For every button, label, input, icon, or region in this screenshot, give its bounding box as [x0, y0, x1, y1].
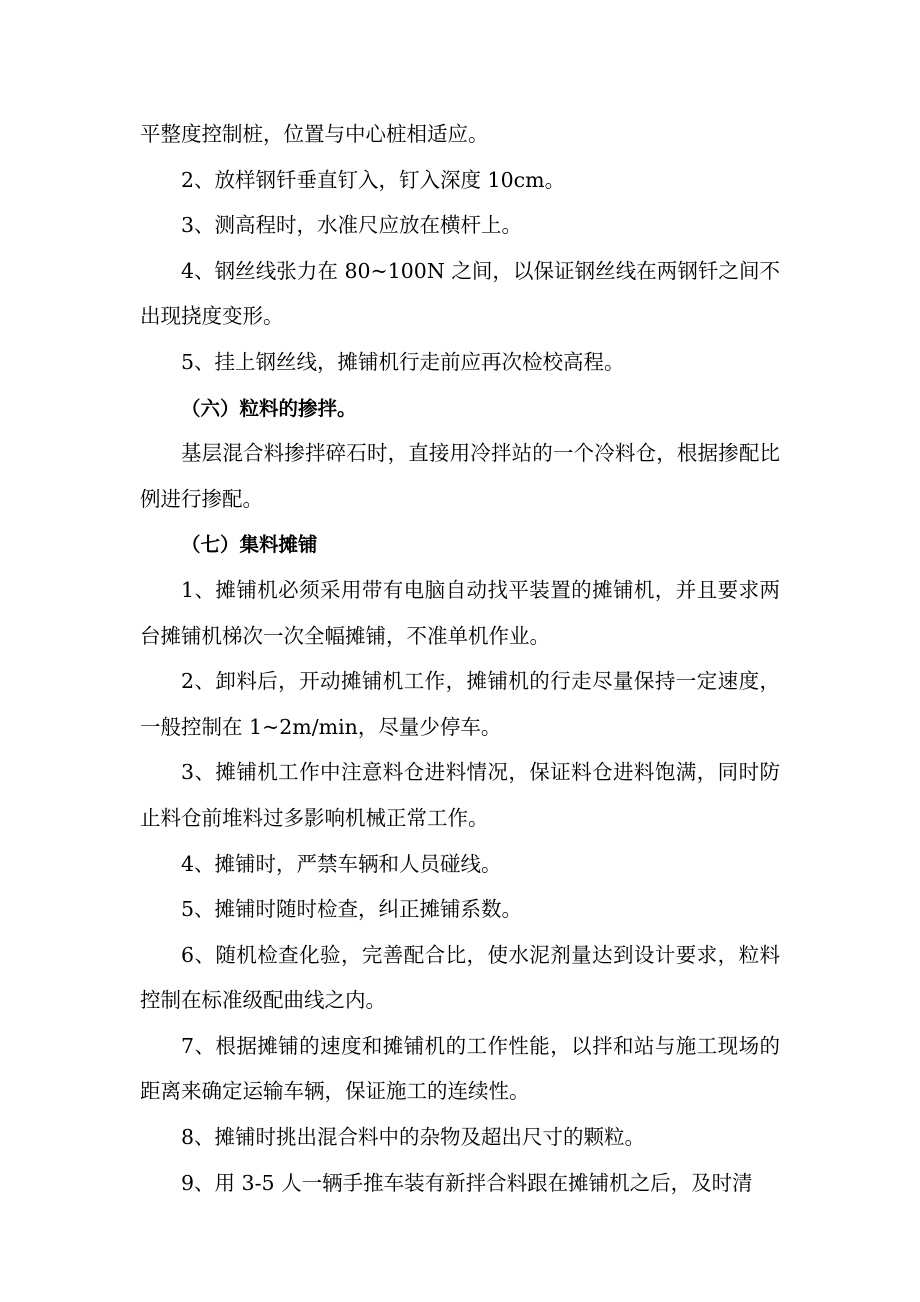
paragraph-paving-6: 6、随机检查化验，完善配合比，使水泥剂量达到设计要求，粒料控制在标准级配曲线之内。 — [140, 942, 780, 1013]
paragraph-paving-8: 8、摊铺时挑出混合料中的杂物及超出尺寸的颗粒。 — [181, 1125, 646, 1150]
paragraph-paving-3: 3、摊铺机工作中注意料仓进料情况，保证料仓进料饱满，同时防止料仓前堆料过多影响机械正常工作。 — [140, 760, 780, 830]
paragraph-paving-1: 1、摊铺机必须采用带有电脑自动找平装置的摊铺机，并且要求两台摊铺机梯次一次全幅摊铺，不准单机作业。 — [140, 577, 780, 648]
paragraph-paving-5: 5、摊铺时随时检查，纠正摊铺系数。 — [181, 897, 523, 922]
paragraph-item-5: 5、挂上钢丝线，摊铺机行走前应再次检校高程。 — [181, 349, 625, 374]
paragraph-paving-4: 4、摊铺时，严禁车辆和人员碰线。 — [181, 851, 502, 876]
paragraph-paving-7: 7、根据摊铺的速度和摊铺机的工作性能，以拌和站与施工现场的距离来确定运输车辆，保证施工的连续性。 — [140, 1033, 780, 1104]
document-body — [140, 112, 780, 1206]
paragraph-item-2: 2、放样钢钎垂直钉入，钉入深度 10cm。 — [181, 167, 566, 192]
paragraph-item-4: 4、钢丝线张力在 80~100N 之间，以保证钢丝线在两钢钎之间不出现挠度变形。 — [140, 258, 780, 329]
paragraph-paving-2: 2、卸料后，开动摊铺机工作，摊铺机的行走尽量保持一定速度，一般控制在 1~2m/min，尽量少停车。 — [140, 669, 780, 739]
paragraph-item-3: 3、测高程时，水准尺应放在横杆上。 — [181, 213, 523, 238]
section-heading-7: （七）集料摊铺 — [181, 533, 318, 557]
paragraph-continued: 平整度控制桩，位置与中心桩相适应。 — [140, 122, 489, 146]
paragraph-paving-9: 9、用 3-5 人一辆手推车装有新拌合料跟在摊铺机之后，及时清 — [181, 1170, 753, 1195]
paragraph-mixing: 基层混合料掺拌碎石时，直接用冷拌站的一个冷料仓，根据掺配比例进行掺配。 — [140, 441, 780, 511]
section-heading-6: （六）粒料的掺拌。 — [181, 396, 357, 420]
